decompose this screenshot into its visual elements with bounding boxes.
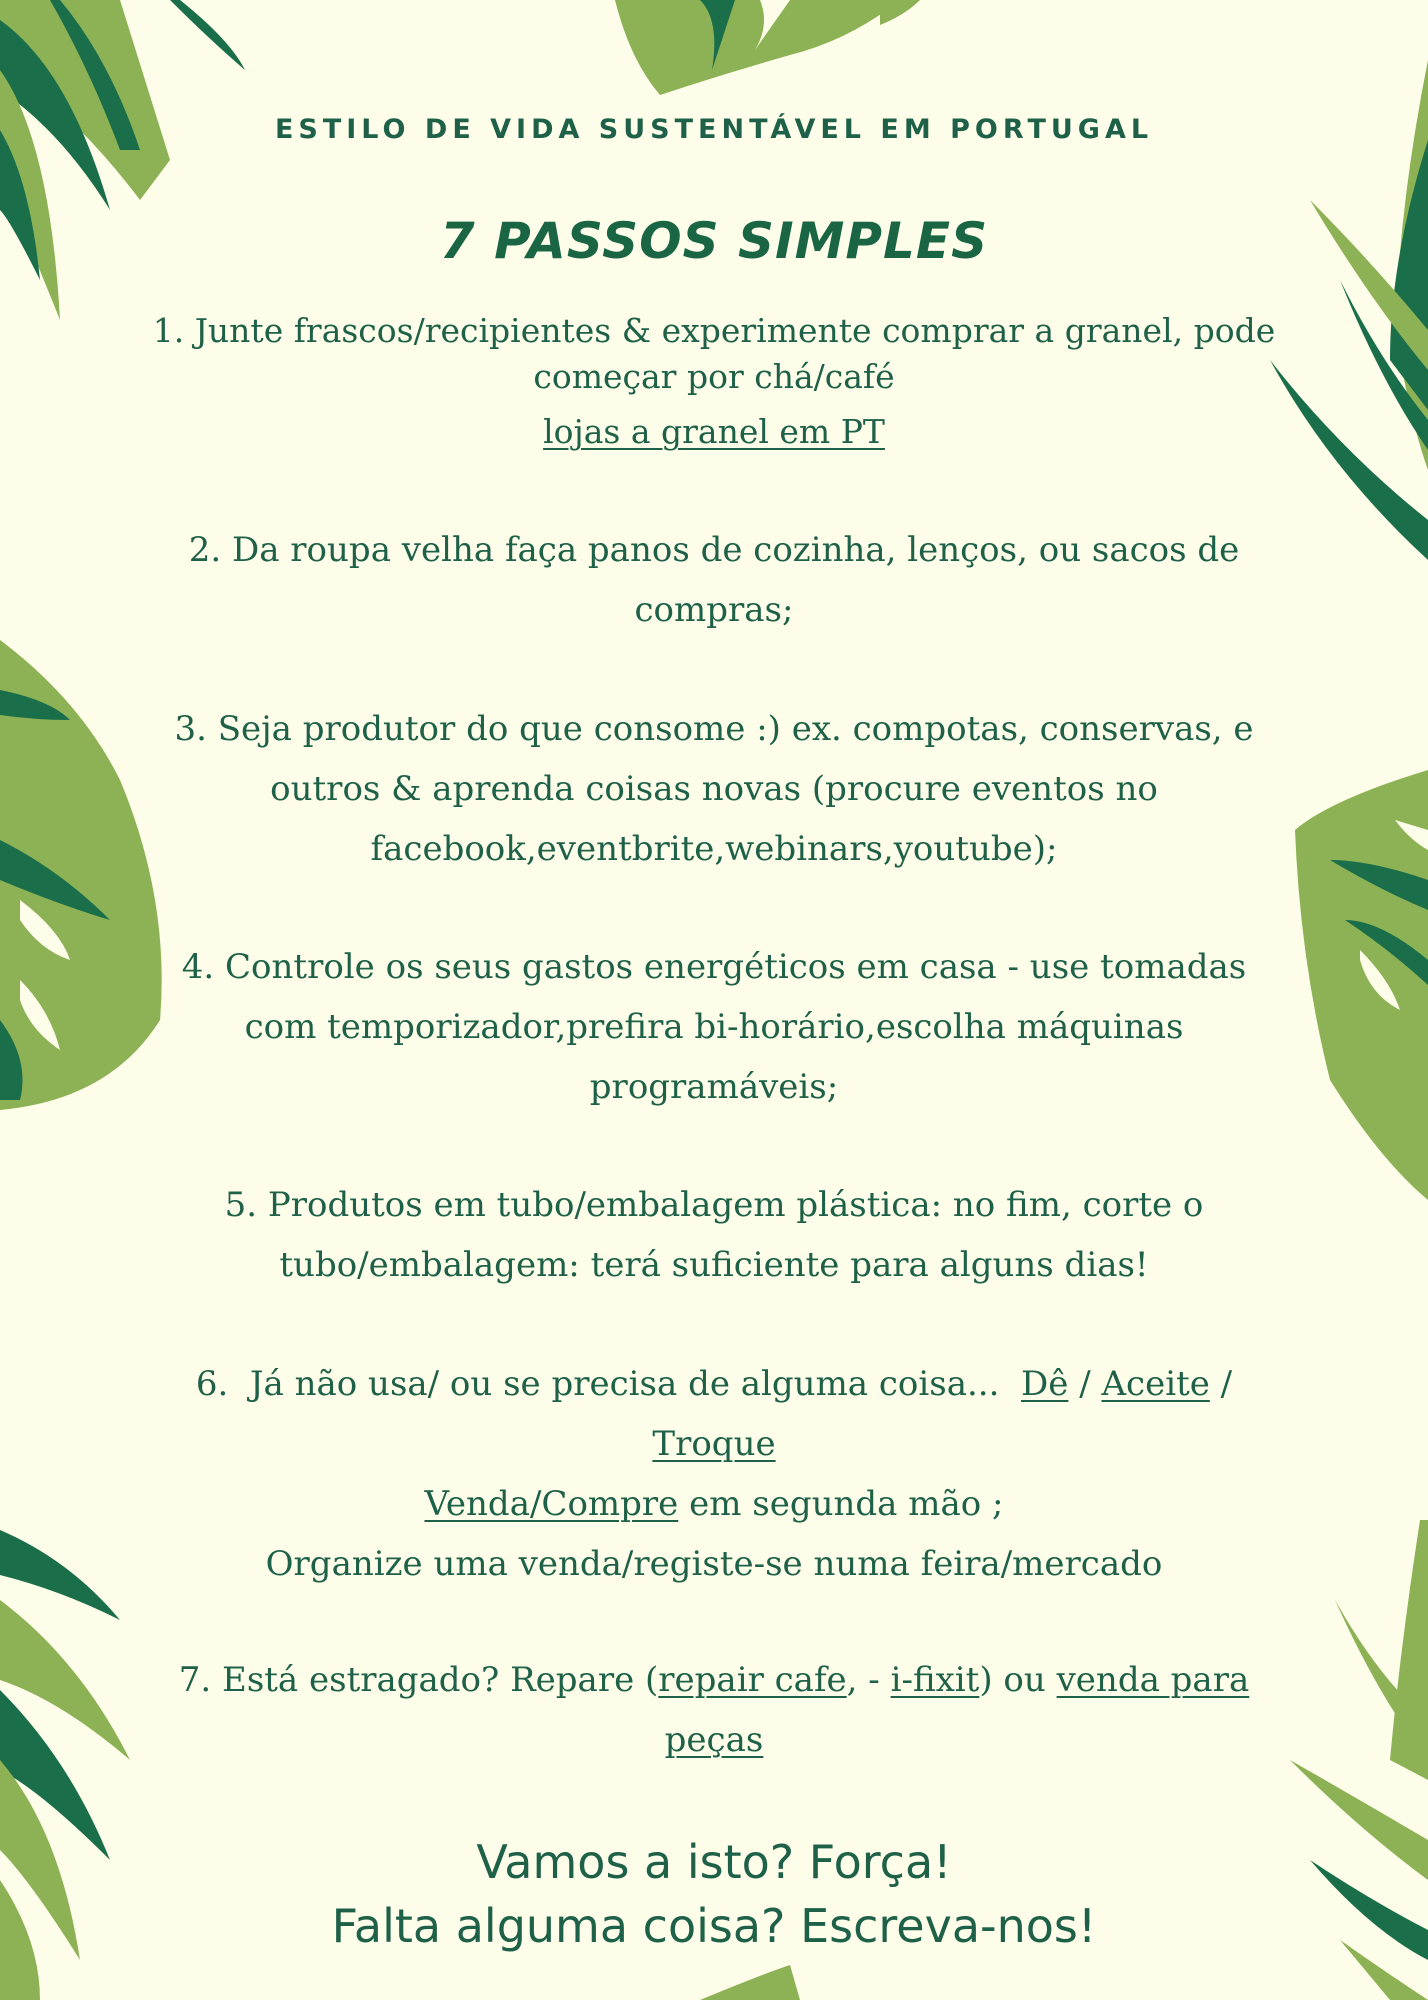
step-7 [0,1650,1428,1770]
step-4 [0,937,1428,1117]
step-5 [0,1175,1428,1295]
step-7-line-1 [0,1650,1428,1710]
give-link[interactable]: Dê [1021,1364,1069,1404]
step-4-line-2: com temporizador,prefira bi-horário,escolha máquinas [244,1007,1184,1047]
step-2-line-2: compras; [634,590,794,630]
step-6-line-4: Organize uma venda/registe-se numa feira/mercado [265,1544,1163,1584]
step-3-line-2: outros & aprenda coisas novas (procure eventos no [270,769,1158,809]
step-3-line-1: 3. Seja produtor do que consome :) ex. compotas, conservas, e [174,709,1254,749]
step-7-mid: , - [846,1660,891,1700]
bulk-stores-link[interactable]: lojas a granel em PT [543,412,885,451]
accept-link[interactable]: Aceite [1101,1364,1210,1404]
step-5-line-1: 5. Produtos em tubo/embalagem plástica: no fim, corte o [224,1185,1204,1225]
step-6-line-1 [0,1354,1428,1414]
step-1-line-1: 1. Junte frascos/recipientes & experimente comprar a granel, pode [152,311,1276,350]
step-6-line-3 [0,1474,1428,1534]
step-3 [0,699,1428,879]
poster-kicker: ESTILO DE VIDA SUSTENTÁVEL EM PORTUGAL [274,114,1154,145]
step-6-sell-suffix: em segunda mão ; [678,1484,1004,1524]
step-4-line-3: programáveis; [589,1067,839,1107]
sell-buy-link[interactable]: Venda/Compre [424,1484,679,1524]
closing-message [0,1830,1428,1958]
sell-for-parts-link[interactable]: venda para [1056,1660,1250,1700]
sell-for-parts-link-continued[interactable]: peças [664,1720,764,1760]
step-1 [0,308,1428,462]
step-7-line-2 [0,1710,1428,1770]
step-2-line-1: 2. Da roupa velha faça panos de cozinha, lenços, ou sacos de [188,530,1240,570]
closing-line-2: Falta alguma coisa? Escreva-nos! [331,1899,1097,1953]
ifixit-link[interactable]: i-fixit [890,1660,980,1700]
step-6-separator-1: / [1068,1364,1102,1404]
step-6-prefix: 6. Já não usa/ ou se precisa de alguma coisa... [195,1364,1022,1404]
step-6 [0,1354,1428,1594]
poster-title: 7 PASSOS SIMPLES [439,212,989,270]
step-2 [0,520,1428,640]
repair-cafe-link[interactable]: repair cafe [658,1660,847,1700]
trade-link[interactable]: Troque [652,1424,776,1464]
step-6-separator-2: / [1209,1364,1233,1404]
step-7-prefix: 7. Está estragado? Repare ( [178,1660,659,1700]
step-7-mid-2: ) ou [979,1660,1057,1700]
step-5-line-2: tubo/embalagem: terá suficiente para alguns dias! [279,1245,1149,1285]
step-3-line-3: facebook,eventbrite,webinars,youtube); [370,829,1058,869]
closing-line-1: Vamos a isto? Força! [476,1835,952,1889]
step-6-line-2 [0,1414,1428,1474]
step-1-line-2: começar por chá/café [533,357,895,396]
step-4-line-1: 4. Controle os seus gastos energéticos em casa - use tomadas [181,947,1247,987]
